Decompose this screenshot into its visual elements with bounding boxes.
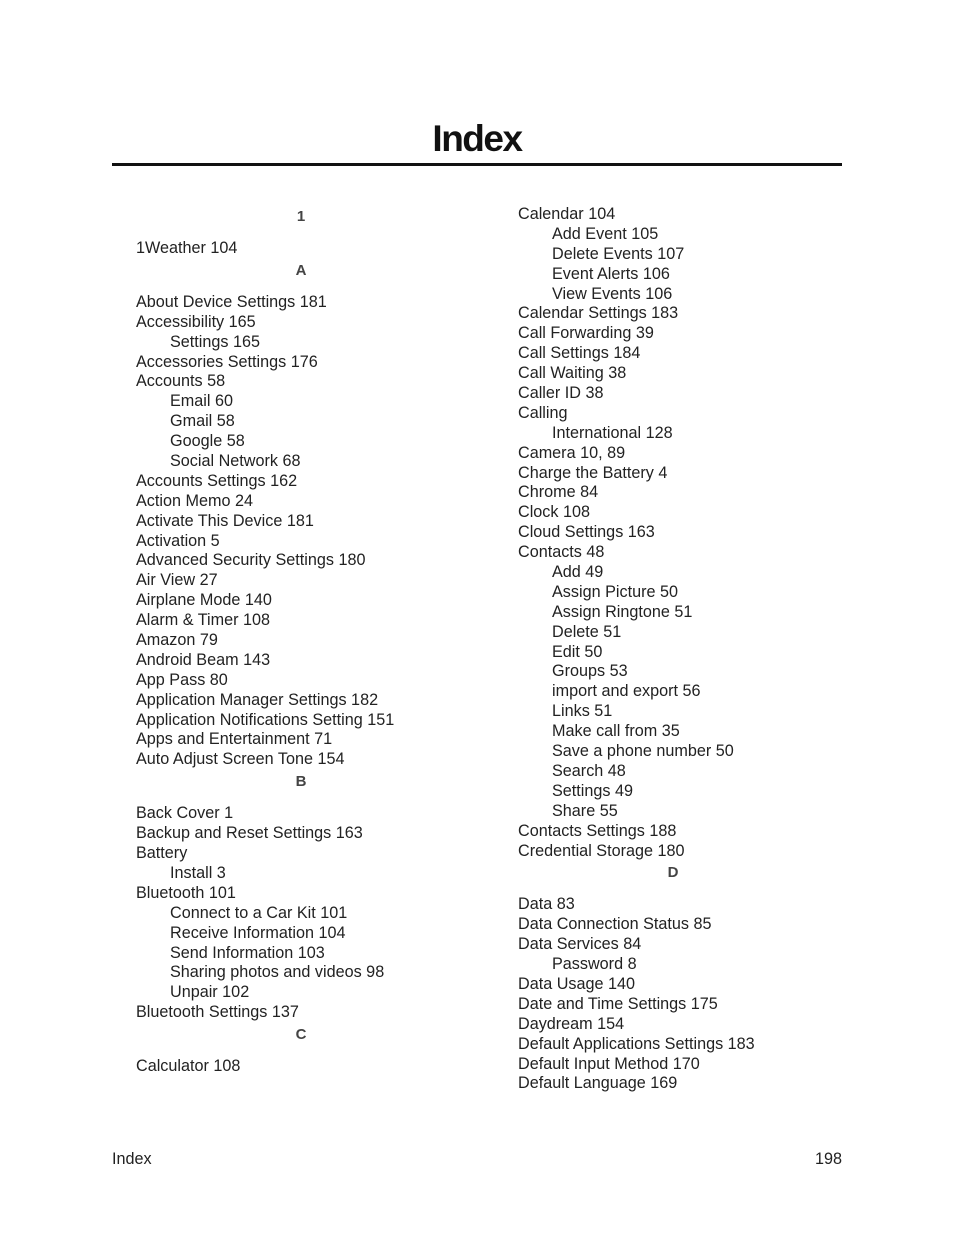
index-entry: Cloud Settings 163: [518, 523, 655, 542]
index-subentry: International 128: [552, 423, 673, 442]
index-entry: Alarm & Timer 108: [136, 611, 271, 630]
index-subentry: Password 8: [552, 955, 637, 974]
index-entry: Application Manager Settings 182: [136, 690, 379, 709]
index-entry: Bluetooth 101: [136, 883, 236, 902]
index-entry: Activation 5: [136, 531, 220, 550]
index-entry: Accessories Settings 176: [136, 352, 318, 371]
index-entry: Apps and Entertainment 71: [136, 730, 333, 749]
index-entry: Accounts 58: [136, 372, 226, 391]
index-letter-heading: B: [295, 773, 307, 791]
index-subentry: Unpair 102: [170, 983, 250, 1002]
index-entry: Android Beam 143: [136, 650, 271, 669]
index-subentry: Assign Picture 50: [552, 582, 678, 601]
index-entry: Auto Adjust Screen Tone 154: [136, 750, 345, 769]
index-entry: Call Forwarding 39: [518, 324, 654, 343]
index-entry: Default Applications Settings 183: [518, 1034, 755, 1053]
index-entry: Data Connection Status 85: [518, 915, 712, 934]
index-entry: Data Usage 140: [518, 974, 635, 993]
index-entry: Battery: [136, 844, 188, 863]
index-subentry: Assign Ringtone 51: [552, 602, 693, 621]
index-subentry: Connect to a Car Kit 101: [170, 903, 348, 922]
index-subentry: Event Alerts 106: [552, 264, 670, 283]
index-subentry: Delete Events 107: [552, 244, 685, 263]
index-subentry: Add 49: [552, 563, 604, 582]
index-entry: Activate This Device 181: [136, 511, 314, 530]
index-subentry: import and export 56: [552, 682, 701, 701]
index-entry: Credential Storage 180: [518, 841, 685, 860]
index-entry: Clock 108: [518, 503, 590, 522]
index-subentry: Add Event 105: [552, 224, 659, 243]
index-entry: Calling: [518, 403, 568, 422]
index-letter-heading: C: [295, 1026, 307, 1044]
index-subentry: Sharing photos and videos 98: [170, 963, 385, 982]
index-subentry: Settings 49: [552, 781, 633, 800]
index-entry: Charge the Battery 4: [518, 463, 668, 482]
index-subentry: Settings 165: [170, 332, 260, 351]
index-entry: About Device Settings 181: [136, 292, 327, 311]
index-subentry: Links 51: [552, 702, 613, 721]
index-subentry: Groups 53: [552, 662, 628, 681]
index-subentry: View Events 106: [552, 284, 673, 303]
index-entry: Calendar 104: [518, 205, 616, 223]
index-subentry: Send Information 103: [170, 943, 325, 962]
index-subentry: Receive Information 104: [170, 923, 346, 942]
index-entry: Accounts Settings 162: [136, 471, 298, 490]
index-entry: Call Waiting 38: [518, 364, 627, 383]
index-entry: App Pass 80: [136, 670, 228, 689]
index-entry: Date and Time Settings 175: [518, 994, 718, 1013]
index-subentry: Google 58: [170, 432, 245, 451]
index-subentry: Save a phone number 50: [552, 742, 734, 761]
index-entry: Back Cover 1: [136, 804, 234, 823]
page-title: Index: [432, 118, 522, 159]
title-rule: [112, 163, 842, 166]
index-entry: Action Memo 24: [136, 491, 253, 510]
index-entry: Data 83: [518, 895, 575, 914]
index-subentry: Make call from 35: [552, 722, 680, 741]
index-column-left: [136, 205, 466, 1077]
index-letter-heading: 1: [296, 208, 306, 225]
index-entry: Call Settings 184: [518, 344, 641, 363]
index-entry: Airplane Mode 140: [136, 591, 272, 610]
index-entry: Chrome 84: [518, 483, 599, 502]
index-entry: Advanced Security Settings 180: [136, 551, 366, 570]
index-entry: Air View 27: [136, 571, 218, 590]
footer-page-number: 198: [814, 1150, 842, 1168]
index-entry: Daydream 154: [518, 1014, 625, 1033]
index-entry: Camera 10, 89: [518, 443, 626, 462]
index-entry: Accessibility 165: [136, 312, 256, 331]
index-subentry: Search 48: [552, 761, 626, 780]
index-letter-heading: A: [295, 261, 307, 279]
index-subentry: Delete 51: [552, 622, 622, 641]
index-entry: Backup and Reset Settings 163: [136, 824, 363, 843]
index-subentry: Edit 50: [552, 642, 603, 661]
index-entry: Data Services 84: [518, 935, 642, 954]
index-entry: Contacts Settings 188: [518, 821, 677, 840]
index-column-right: [518, 205, 828, 1094]
index-subentry: Share 55: [552, 801, 618, 820]
index-entry: Caller ID 38: [518, 384, 604, 403]
index-entry: Bluetooth Settings 137: [136, 1003, 299, 1022]
index-subentry: Social Network 68: [170, 452, 301, 471]
index-entry: 1Weather 104: [136, 239, 238, 257]
index-subentry: Install 3: [170, 863, 226, 882]
index-entry: Default Language 169: [518, 1074, 678, 1093]
index-entry: Calendar Settings 183: [518, 304, 679, 323]
index-entry: Application Notifications Setting 151: [136, 710, 395, 729]
index-entry: Amazon 79: [136, 631, 218, 650]
index-letter-heading: D: [667, 864, 679, 882]
footer-section-label: Index: [112, 1150, 152, 1168]
index-subentry: Email 60: [170, 392, 233, 411]
index-subentry: Gmail 58: [170, 412, 235, 431]
index-entry: Default Input Method 170: [518, 1054, 700, 1073]
index-entry: Contacts 48: [518, 543, 605, 562]
index-entry: Calculator 108: [136, 1057, 241, 1076]
